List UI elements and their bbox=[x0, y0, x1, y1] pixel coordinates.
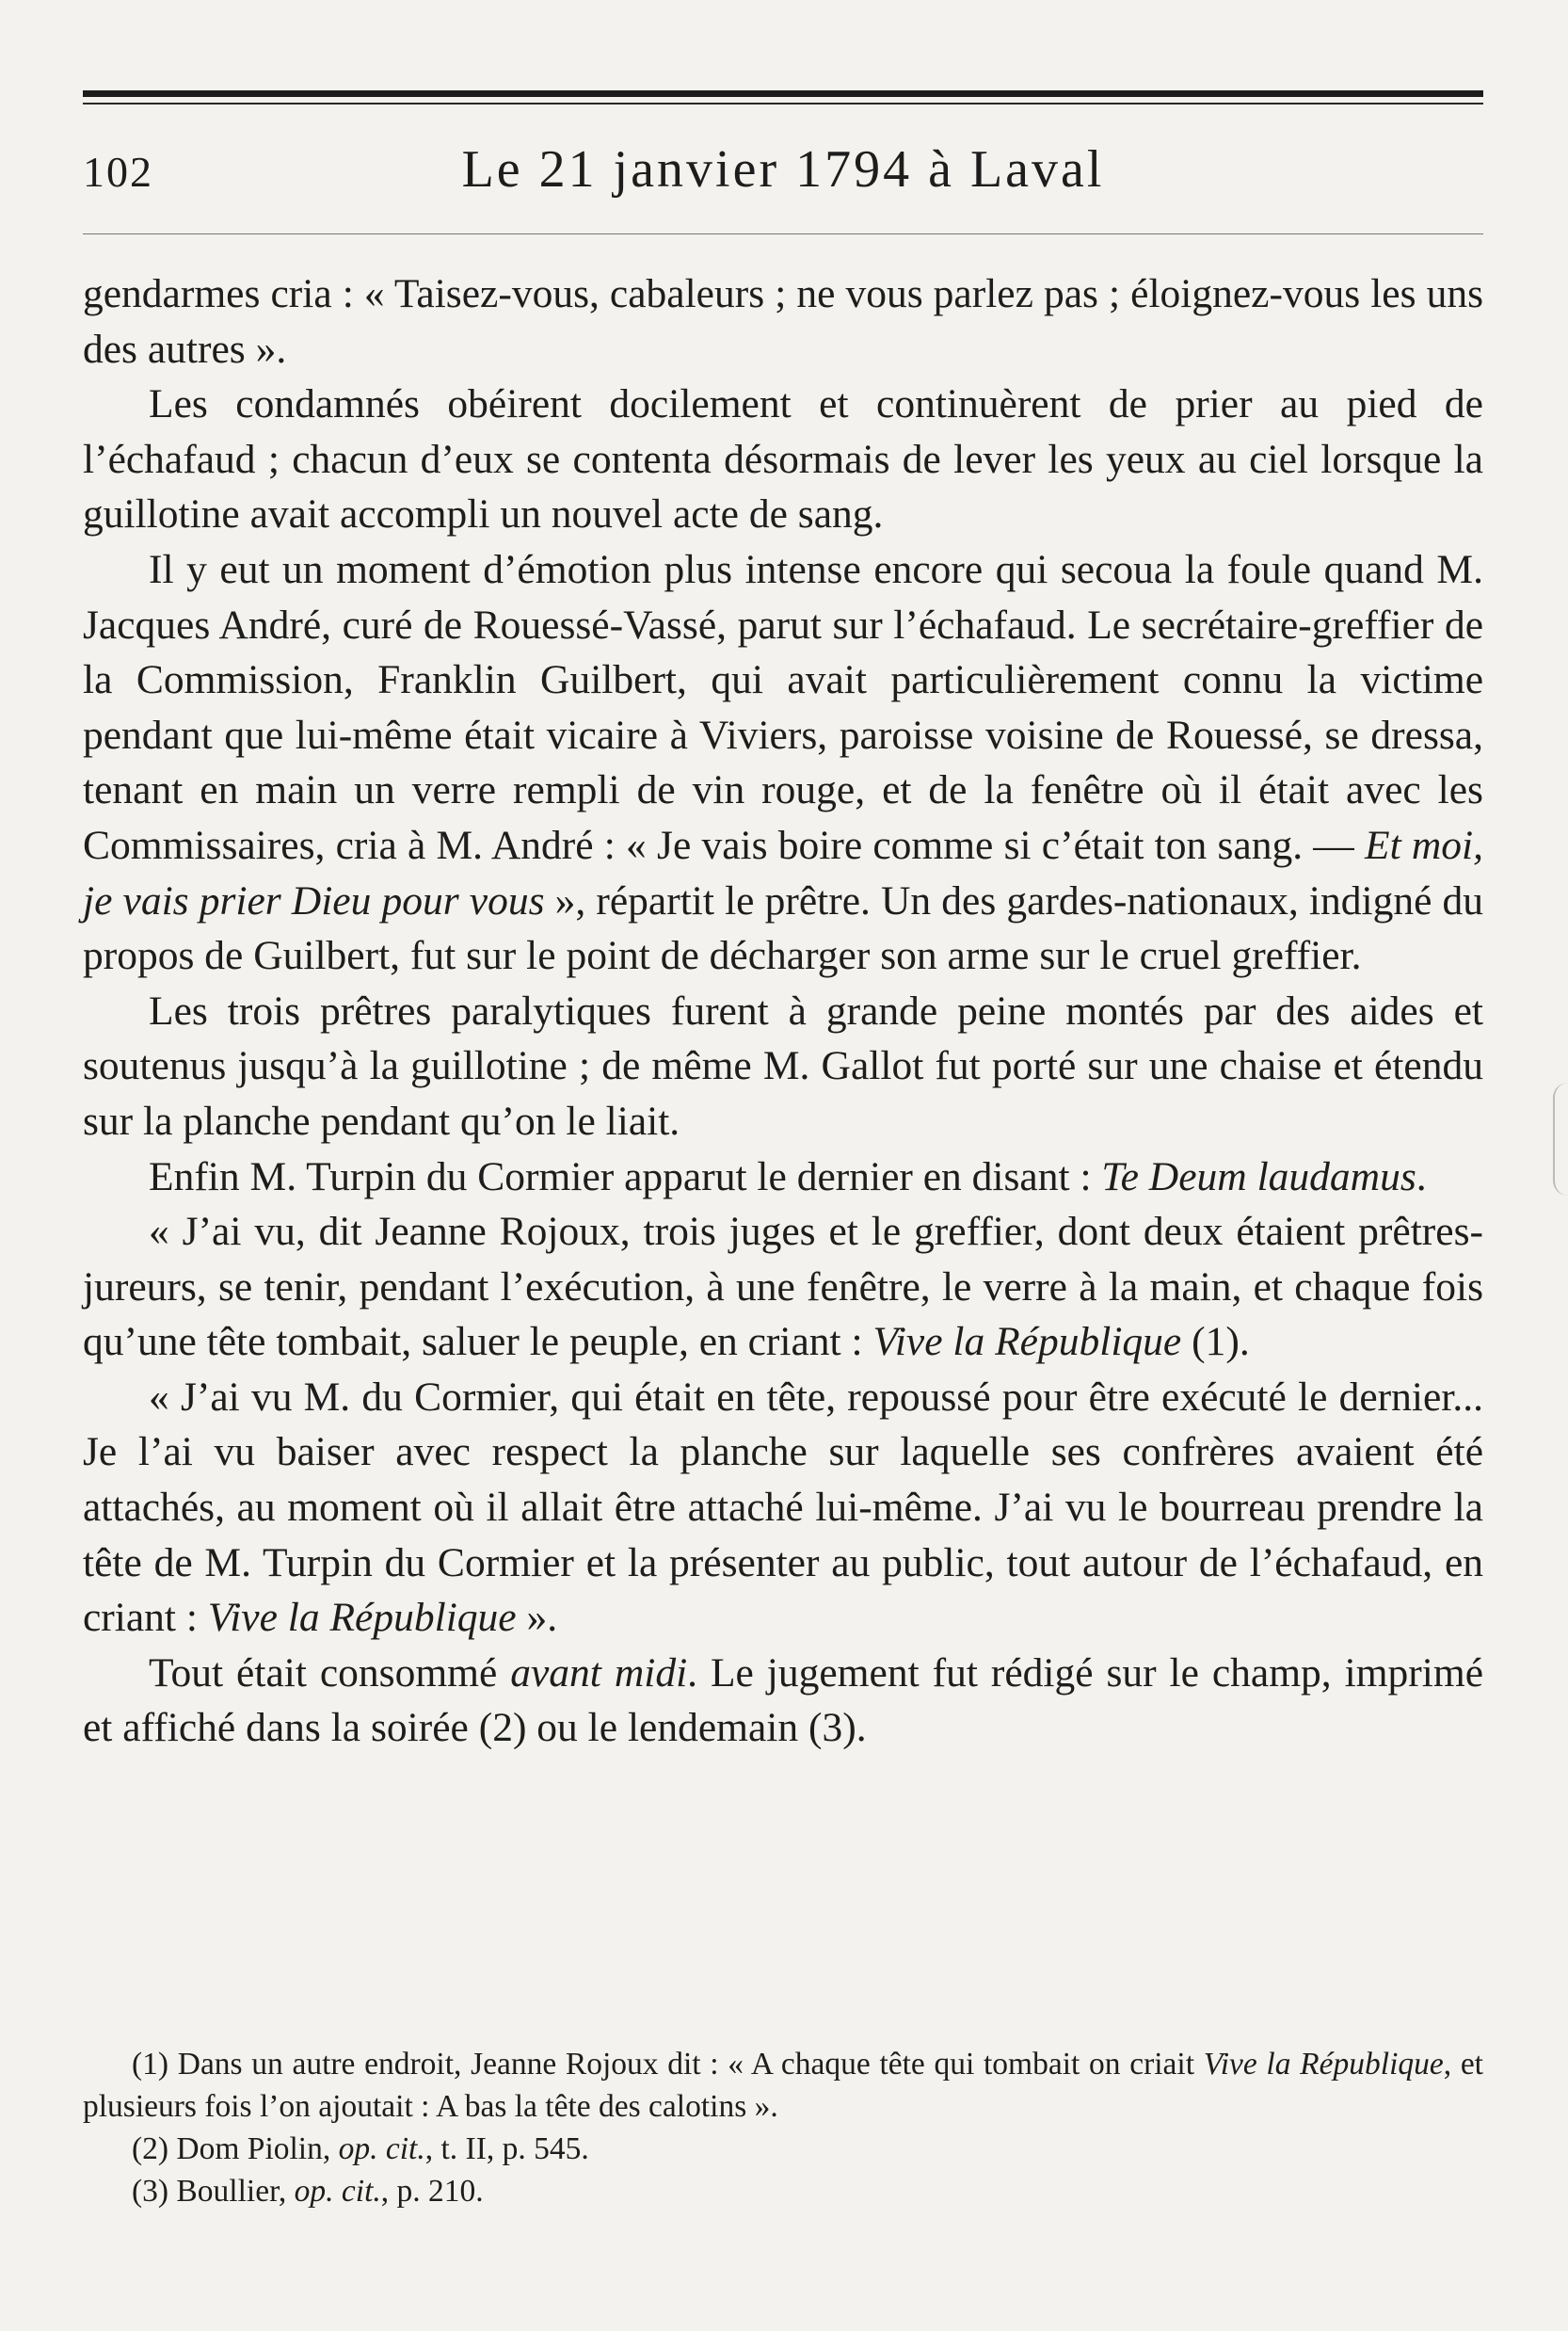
paragraph-3-italic: Et moi, je vais prier Dieu pour vous bbox=[83, 822, 1483, 924]
footnote-2-italic: op. cit. bbox=[338, 2131, 425, 2166]
paragraph-8-italic: avant midi bbox=[510, 1649, 688, 1696]
paragraph-1 bbox=[83, 266, 1483, 377]
paragraph-6-text: « J’ai vu, dit Jeanne Rojoux, trois juges et le greffier, dont deux étaient prêtres-jureurs, se tenir, pendant l’exécution, à une fenêtre, le verre à la main, et chaque fois qu’une tête tombait, saluer le peuple, en criant : bbox=[83, 1209, 1483, 1365]
header-double-rule bbox=[83, 103, 1483, 104]
paragraph-7 bbox=[83, 1370, 1483, 1646]
paragraph-8 bbox=[83, 1646, 1483, 1756]
page-header bbox=[83, 139, 1483, 215]
paragraph-3 bbox=[83, 542, 1483, 984]
paragraph-5 bbox=[83, 1149, 1483, 1205]
paragraph-5-text-end: . bbox=[1416, 1153, 1427, 1199]
paragraph-8-text-end: . Le jugement fut rédigé sur le champ, imprimé et affiché dans la soirée (2) ou le lendemain (3). bbox=[83, 1649, 1484, 1751]
paragraph-6-italic: Vive la République bbox=[872, 1319, 1182, 1365]
footnote-1-text: (1) Dans un autre endroit, Jeanne Rojoux dit : « A chaque tête qui tombait on criait bbox=[132, 2047, 1204, 2082]
header-bottom-rule bbox=[83, 233, 1483, 234]
footnote-1-italic: Vive la République bbox=[1203, 2047, 1444, 2082]
paragraph-6 bbox=[83, 1204, 1483, 1370]
footnote-2 bbox=[83, 2128, 1483, 2170]
footnote-3 bbox=[83, 2170, 1483, 2212]
footnotes bbox=[83, 2043, 1483, 2212]
paragraph-7-text: « J’ai vu M. du Cormier, qui était en tête, repoussé pour être exécuté le dernier... Je l’ai vu baiser avec respect la planche sur laquelle ses confrères avaient été attachés, au moment où il allait être attaché lui-même. J’ai vu le bourreau prendre la tête de M. Turpin du Cormier et la présenter au public, tout autour de l’échafaud, en criant : bbox=[83, 1374, 1483, 1641]
paragraph-6-text-end: (1). bbox=[1181, 1319, 1250, 1365]
running-title: Le 21 janvier 1794 à Laval bbox=[461, 140, 1105, 199]
page-number: 102 bbox=[83, 148, 153, 196]
header-thick-rule bbox=[83, 90, 1483, 97]
footnote-1 bbox=[83, 2043, 1483, 2128]
paragraph-5-italic: Te Deum laudamus bbox=[1101, 1153, 1416, 1199]
footnote-3-text: (3) Boullier, bbox=[132, 2174, 295, 2209]
footnote-2-text-end: , t. II, p. 545. bbox=[424, 2131, 589, 2166]
paragraph-1-text: gendarmes cria : « Taisez-vous, cabaleurs ; ne vous parlez pas ; éloignez-vous les uns des autres ». bbox=[83, 271, 1483, 372]
paragraph-7-italic: Vive la République bbox=[207, 1595, 517, 1641]
page-edge-mark bbox=[1553, 1083, 1568, 1196]
paragraph-7-text-end: ». bbox=[516, 1595, 558, 1641]
paragraph-5-text: Enfin M. Turpin du Cormier apparut le dernier en disant : bbox=[149, 1153, 1102, 1199]
main-text bbox=[83, 266, 1483, 1756]
paragraph-4-text: Les trois prêtres paralytiques furent à grande peine montés par des aides et soutenus jusqu’à la guillotine ; de même M. Gallot fut porté sur une chaise et étendu sur la planche pendant qu’on le liait. bbox=[83, 988, 1483, 1144]
footnote-1-text-end: , et plusieurs fois l’on ajoutait : A bas la tête des calotins ». bbox=[83, 2047, 1483, 2124]
paragraph-2 bbox=[83, 377, 1483, 542]
footnote-2-text: (2) Dom Piolin, bbox=[132, 2131, 339, 2166]
paragraph-2-text: Les condamnés obéirent docilement et continuèrent de prier au pied de l’échafaud ; chacun d’eux se contenta désormais de lever les yeux au ciel lorsque la guillotine avait accompli un nouvel acte de sang. bbox=[83, 381, 1483, 538]
paragraph-3-text: Il y eut un moment d’émotion plus intense encore qui secoua la foule quand M. Jacques André, curé de Rouessé-Vassé, parut sur l’échafaud. Le secrétaire-greffier de la Commission, Franklin Guilbert, qui avait particulièrement connu la victime pendant que lui-même était vicaire à Viviers, paroisse voisine de Rouessé, se dressa, tenant en main un verre rempli de vin rouge, et de la fenêtre où il était avec les Commissaires, cria à M. André : « Je vais boire comme si c’était ton sang. — bbox=[83, 546, 1483, 868]
paragraph-3-text-end: », répartit le prêtre. Un des gardes-nationaux, indigné du propos de Guilbert, fut sur le point de décharger son arme sur le cruel greffier. bbox=[83, 877, 1484, 979]
footnote-3-italic: op. cit. bbox=[294, 2174, 381, 2209]
paragraph-4 bbox=[83, 984, 1483, 1149]
footnote-3-text-end: , p. 210. bbox=[380, 2174, 484, 2209]
paragraph-8-text: Tout était consommé bbox=[149, 1649, 511, 1696]
